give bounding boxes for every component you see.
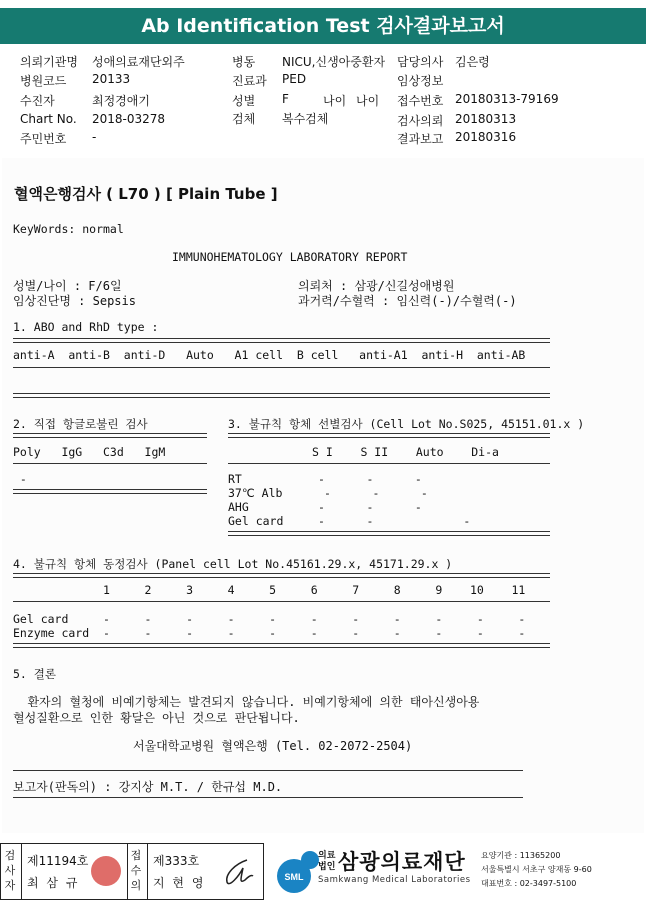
- section1-title: 1. ABO and RhD type :: [13, 320, 159, 334]
- blood-bank: 서울대학교병원 혈액은행 (Tel. 02-2072-2504): [133, 739, 413, 753]
- info-value: 20180313-79169: [455, 92, 559, 106]
- info-label: 수진자: [20, 94, 55, 108]
- requester: 의뢰처 : 삼광/신길성애병원: [298, 279, 455, 293]
- info-label: 의뢰기관명: [20, 55, 78, 69]
- org-address: 서울특별시 서초구 양재동 9-60: [481, 865, 592, 874]
- divider: [13, 338, 550, 343]
- panel-row: Gel card - - - - - - - - - - -: [13, 612, 526, 626]
- keywords: KeyWords: normal: [13, 222, 124, 236]
- divider: [13, 643, 550, 648]
- age-label: 나이: [323, 94, 347, 108]
- org-phone: 대표번호 : 02-3497-5100: [481, 879, 577, 888]
- info-value: 20180316: [455, 130, 517, 144]
- reviewer-license: 제333호: [153, 854, 200, 868]
- sex-age: 성별/나이 : F/6일: [13, 279, 122, 293]
- info-label: Chart No.: [20, 112, 77, 126]
- report-header: Ab Identification Test 검사결과보고서: [0, 8, 646, 44]
- info-label: 병원코드: [20, 74, 67, 88]
- section5-title: 5. 결론: [13, 667, 56, 681]
- info-label: 결과보고: [397, 132, 444, 146]
- info-label: 성별: [232, 94, 256, 108]
- org-name: 삼광의료재단: [338, 850, 466, 874]
- info-value: 김은령: [455, 55, 490, 69]
- info-label: 병동: [232, 55, 256, 69]
- diagnosis: 임상진단명 : Sepsis: [13, 294, 136, 308]
- section2-title: 2. 직접 항글로불린 검사: [13, 417, 148, 431]
- signature-icon: [217, 854, 257, 890]
- tester-name: 최 삼 규: [27, 876, 80, 890]
- divider: [228, 463, 550, 464]
- abo-headers: anti-A anti-B anti-D Auto A1 cell B cell anti-A1 anti-H anti-AB: [13, 348, 526, 362]
- divider: [13, 367, 550, 368]
- info-label: 검사의뢰: [397, 114, 444, 128]
- seal-icon: [91, 856, 121, 886]
- info-label: 임상정보: [397, 74, 444, 88]
- panel-headers: 1 2 3 4 5 6 7 8 9 10 11: [13, 583, 526, 597]
- info-value: 복수검체: [282, 112, 329, 126]
- screen-headers: S I S II Auto Di-a: [312, 445, 499, 459]
- divider: [13, 433, 207, 438]
- report-subtitle: IMMUNOHEMATOLOGY LABORATORY REPORT: [172, 250, 408, 264]
- divider: [13, 770, 523, 771]
- org-reg: 요양기관 : 11365200: [481, 851, 561, 860]
- dat-values: -: [13, 472, 27, 486]
- info-value: 2018-03278: [92, 112, 166, 126]
- info-label: 검체: [232, 112, 256, 126]
- section3-title: 3. 불규칙 항체 선별검사 (Cell Lot No.S025, 45151.01.x ): [228, 417, 585, 431]
- history: 과거력/수혈력 : 임신력(-)/수혈력(-): [298, 294, 517, 308]
- reviewer-label: 접수의: [130, 849, 142, 892]
- info-value: -: [92, 130, 97, 144]
- conclusion-line2: 혈성질환으로 인한 황달은 아닌 것으로 판단됩니다.: [13, 711, 300, 725]
- org-english: Samkwang Medical Laboratories: [318, 875, 471, 885]
- age-value: 나이: [356, 94, 380, 108]
- screen-row: Gel card - - -: [228, 514, 471, 528]
- info-value: 20133: [92, 72, 131, 86]
- reviewer-name: 지 현 영: [153, 876, 206, 890]
- info-label: 담당의사: [397, 55, 444, 69]
- info-label: 주민번호: [20, 132, 67, 146]
- report-title: 혈액은행검사 ( L70 ) [ Plain Tube ]: [14, 185, 278, 203]
- sml-text: SML: [284, 872, 304, 882]
- dat-headers: Poly IgG C3d IgM: [13, 445, 166, 459]
- reporter: 보고자(판독의) : 강지상 M.T. / 한규섭 M.D.: [13, 780, 283, 794]
- info-value: 최정경애기: [92, 94, 150, 108]
- info-value: F: [282, 92, 289, 106]
- info-label: 진료과: [232, 74, 267, 88]
- conclusion-line1: 환자의 혈청에 비예기항체는 발견되지 않습니다. 비예기항체에 의한 태아신생아용: [13, 695, 480, 709]
- info-label: 접수번호: [397, 94, 444, 108]
- info-value: PED: [282, 72, 307, 86]
- org-prefix: 의료 법인: [318, 851, 336, 872]
- tester-license: 제11194호: [27, 854, 89, 868]
- divider: [228, 531, 550, 536]
- info-value: 20180313: [455, 112, 517, 126]
- divider: [13, 489, 207, 494]
- screen-row: RT - - -: [228, 472, 422, 486]
- panel-row: Enzyme card - - - - - - - - - - -: [13, 626, 526, 640]
- divider: [13, 463, 207, 464]
- tester-label: 검사자: [4, 849, 16, 892]
- divider: [13, 601, 550, 602]
- screen-row: AHG - - -: [228, 500, 422, 514]
- section4-title: 4. 불규칙 항체 동정검사 (Panel cell Lot No.45161.29.x, 45171.29.x ): [13, 557, 453, 571]
- screen-row: 37℃ Alb - - -: [228, 486, 428, 500]
- info-value: 성애의료재단외주: [92, 55, 185, 69]
- divider: [13, 573, 550, 578]
- signature-box: [0, 843, 264, 900]
- info-value: NICU,신생아중환자: [282, 55, 386, 69]
- divider: [13, 797, 523, 798]
- divider: [13, 393, 550, 398]
- divider: [228, 433, 550, 438]
